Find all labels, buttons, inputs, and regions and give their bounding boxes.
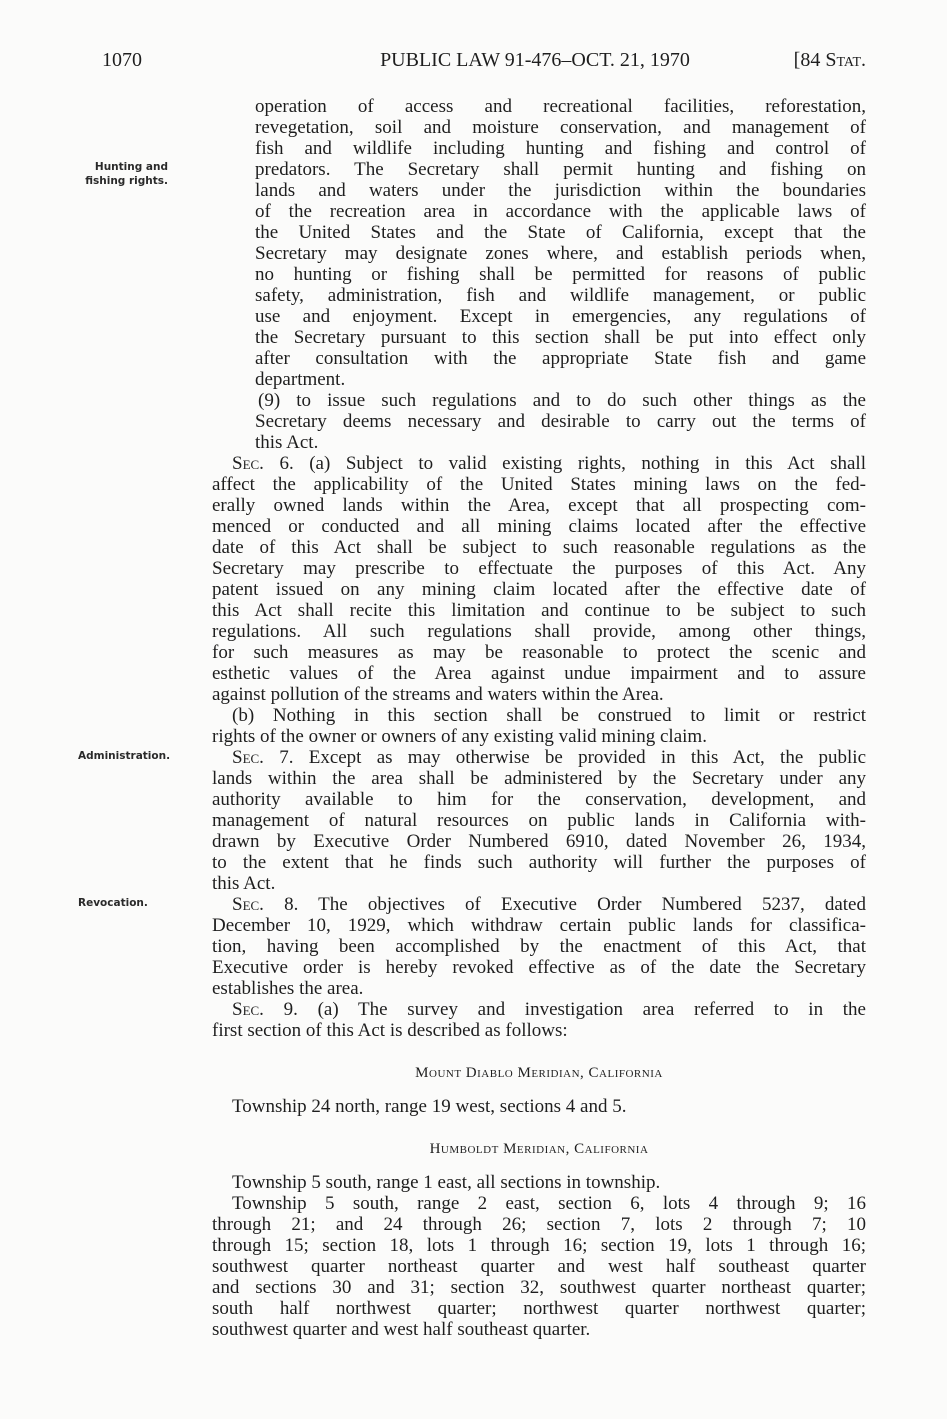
paragraph <box>212 390 866 453</box>
text-line <box>212 873 866 894</box>
line-text: department. <box>255 369 346 390</box>
text-line <box>212 642 866 663</box>
text-line <box>212 537 866 558</box>
text-line <box>212 705 866 726</box>
line-text: menced or conducted and all mining claims located after the effective <box>212 516 866 537</box>
line-text: lands within the area shall be administered by the Secretary under any <box>212 768 866 789</box>
text-line <box>212 1235 866 1256</box>
text-line <box>212 789 866 810</box>
line-text: establishes the area. <box>212 978 364 999</box>
line-text: and sections 30 and 31; section 32, southwest quarter northeast quarter; <box>212 1277 866 1298</box>
paragraph <box>212 453 866 705</box>
section-number: Sec. 8. <box>232 894 299 915</box>
margin-note-line: Hunting and <box>94 161 168 173</box>
text-line <box>255 306 866 327</box>
section-number: Sec. 6. <box>232 453 294 474</box>
line-text: first section of this Act is described as follows: <box>212 1020 568 1041</box>
line-text: patent issued on any mining claim located after the effective date of <box>212 579 866 600</box>
line-text: after consultation with the appropriate State fish and game <box>255 348 866 369</box>
line-text: against pollution of the streams and waters within the Area. <box>212 684 664 705</box>
text-line <box>212 831 866 852</box>
line-text: this Act. <box>212 873 276 894</box>
text-line <box>255 327 866 348</box>
line-text: Township 5 south, range 2 east, section 6, lots 4 through 9; 16 <box>232 1193 866 1214</box>
text-line <box>212 1172 866 1193</box>
text-line <box>212 600 866 621</box>
running-title: PUBLIC LAW 91-476–OCT. 21, 1970 <box>380 49 690 71</box>
line-text: southwest quarter and west half southeast quarter. <box>212 1319 591 1340</box>
line-text: south half northwest quarter; northwest quarter northwest quarter; <box>212 1298 866 1319</box>
paragraph <box>212 1172 866 1193</box>
margin-note-hunting <box>78 160 168 188</box>
line-text: management of natural resources on public lands in California with- <box>212 810 866 831</box>
paragraph <box>212 747 866 894</box>
text-line <box>255 411 866 432</box>
text-line <box>255 180 866 201</box>
text-line <box>255 243 866 264</box>
text-line <box>212 810 866 831</box>
line-text: tion, having been accomplished by the enactment of this Act, that <box>212 936 866 957</box>
margin-note-line: fishing rights. <box>85 175 168 187</box>
line-text: no hunting or fishing shall be permitted for reasons of public <box>255 264 866 285</box>
text-line <box>255 138 866 159</box>
line-text: erally owned lands within the Area, except that all prospecting com- <box>212 495 866 516</box>
text-line <box>212 558 866 579</box>
line-text: southwest quarter northeast quarter and west half southeast quarter <box>212 1256 866 1277</box>
paragraph <box>212 1193 866 1340</box>
text-line <box>255 222 866 243</box>
text-line <box>212 1020 866 1041</box>
paragraph <box>212 894 866 999</box>
line-text: fish and wildlife including hunting and fishing and control of <box>255 138 866 159</box>
text-line <box>255 432 866 453</box>
text-line <box>212 579 866 600</box>
page-number: 1070 <box>102 49 142 71</box>
meridian-heading: Mount Diablo Meridian, California <box>415 1065 663 1081</box>
text-line <box>212 978 866 999</box>
line-text: use and enjoyment. Except in emergencies, any regulations of <box>255 306 866 327</box>
line-text: safety, administration, fish and wildlife management, or public <box>255 285 866 306</box>
text-line <box>212 726 866 747</box>
line-text: predators. The Secretary shall permit hunting and fishing on <box>255 159 866 180</box>
paragraph <box>212 705 866 747</box>
text-line <box>255 348 866 369</box>
text-line <box>212 957 866 978</box>
text-line <box>212 1096 866 1117</box>
volume-reference: [84 Stat. <box>793 49 866 71</box>
line-text: esthetic values of the Area against undue impairment and to assure <box>212 663 866 684</box>
text-line <box>212 747 866 768</box>
line-text: December 10, 1929, which withdraw certain public lands for classifica- <box>212 915 866 936</box>
line-text: the United States and the State of California, except that the <box>255 222 866 243</box>
section-number: Sec. 7. <box>232 747 294 768</box>
text-line <box>212 1214 866 1235</box>
text-line <box>212 516 866 537</box>
line-text: the Secretary pursuant to this section shall be put into effect only <box>255 327 866 348</box>
line-text: (b) Nothing in this section shall be construed to limit or restrict <box>232 705 866 726</box>
line-text: Except as may otherwise be provided in this Act, the public <box>293 747 866 768</box>
line-text: Executive order is hereby revoked effective as of the date the Secretary <box>212 957 866 978</box>
text-line <box>212 663 866 684</box>
line-text: The objectives of Executive Order Numbered 5237, dated <box>298 894 866 915</box>
text-line <box>212 1319 866 1340</box>
margin-note-revocation: Revocation. <box>78 897 148 909</box>
sections-text <box>212 453 866 1340</box>
line-text: regulations. All such regulations shall provide, among other things, <box>212 621 866 642</box>
text-line <box>255 264 866 285</box>
text-line <box>212 453 866 474</box>
line-text: rights of the owner or owners of any existing valid mining claim. <box>212 726 707 747</box>
text-line <box>255 390 866 411</box>
line-text: through 21; and 24 through 26; section 7, lots 2 through 7; 10 <box>212 1214 866 1235</box>
line-text: to the extent that he finds such authority will further the purposes of <box>212 852 866 873</box>
line-text: date of this Act shall be subject to such reasonable regulations as the <box>212 537 866 558</box>
text-line <box>212 495 866 516</box>
text-line <box>212 768 866 789</box>
text-line <box>212 1277 866 1298</box>
text-line <box>212 1256 866 1277</box>
section-number: Sec. 9. <box>232 999 298 1020</box>
line-text: authority available to him for the conservation, development, and <box>212 789 866 810</box>
line-text: affect the applicability of the United States mining laws on the fed- <box>212 474 866 495</box>
text-line <box>212 621 866 642</box>
text-line <box>212 915 866 936</box>
line-text: through 15; section 18, lots 1 through 16; section 19, lots 1 through 16; <box>212 1235 866 1256</box>
line-text: (a) Subject to valid existing rights, nothing in this Act shall <box>293 453 866 474</box>
text-line <box>212 1193 866 1214</box>
continued-section-text <box>212 96 866 453</box>
text-line <box>255 96 866 117</box>
line-text: drawn by Executive Order Numbered 6910, dated November 26, 1934, <box>212 831 866 852</box>
text-line <box>255 159 866 180</box>
line-text: this Act shall recite this limitation and continue to be subject to such <box>212 600 866 621</box>
paragraph <box>212 1096 866 1117</box>
line-text: revegetation, soil and moisture conservation, and management of <box>255 117 866 138</box>
line-text: Secretary deems necessary and desirable to carry out the terms of <box>255 411 866 432</box>
paragraph <box>212 96 866 390</box>
text-line <box>212 894 866 915</box>
line-text: of the recreation area in accordance with the applicable laws of <box>255 201 866 222</box>
line-text: (a) The survey and investigation area referred to in the <box>297 999 866 1020</box>
text-line <box>212 1298 866 1319</box>
text-line <box>255 201 866 222</box>
text-line <box>212 684 866 705</box>
line-text: this Act. <box>255 432 319 453</box>
text-line <box>255 369 866 390</box>
text-line <box>255 117 866 138</box>
text-line <box>212 852 866 873</box>
text-line <box>255 285 866 306</box>
line-text: Secretary may prescribe to effectuate the purposes of this Act. Any <box>212 558 866 579</box>
body-text <box>212 96 866 1340</box>
line-text: Township 5 south, range 1 east, all sections in township. <box>232 1172 661 1193</box>
margin-note-administration: Administration. <box>78 750 171 762</box>
line-text: Township 24 north, range 19 west, sections 4 and 5. <box>232 1096 627 1117</box>
line-text: lands and waters under the jurisdiction within the boundaries <box>255 180 866 201</box>
line-text: for such measures as may be reasonable to protect the scenic and <box>212 642 866 663</box>
line-text: operation of access and recreational facilities, reforestation, <box>255 96 866 117</box>
paragraph <box>212 999 866 1041</box>
meridian-heading: Humboldt Meridian, California <box>429 1141 649 1157</box>
text-line <box>212 999 866 1020</box>
line-text: (9) to issue such regulations and to do such other things as the <box>258 390 866 411</box>
line-text: Secretary may designate zones where, and establish periods when, <box>255 243 866 264</box>
text-line <box>212 936 866 957</box>
text-line <box>212 474 866 495</box>
